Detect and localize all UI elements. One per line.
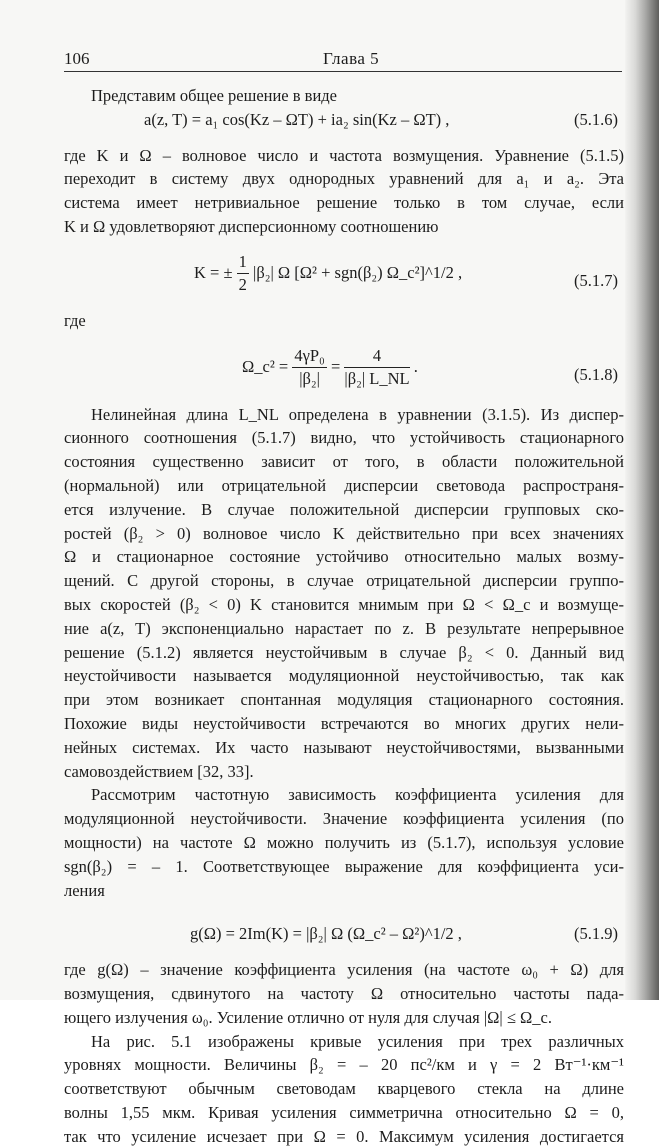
equation-number: (5.1.9)	[574, 924, 618, 944]
equation-formula: a(z, T) = a₁ cos(Kz – ΩT) + ia₂ sin(Kz – ΩT) ,	[144, 109, 450, 129]
equation-lhs: Ω_c² =	[242, 357, 289, 377]
text-line: переходит в систему двух однородных уравнений для a₁ и a₂. Эта	[64, 169, 624, 189]
text-line: возмущения, сдвинутого на частоту Ω относительно частоты пада-	[64, 983, 624, 1003]
text-line: sgn(β₂) = – 1. Соответствующее выражение для коэффициента уси-	[64, 856, 624, 876]
text-line: ления	[64, 880, 105, 900]
text-line: при этом возникает спонтанная модуляция стационарного состояния.	[64, 690, 624, 710]
chapter-title: Глава 5	[323, 49, 380, 68]
equation-formula: g(Ω) = 2Im(K) = |β₂| Ω (Ω_c² – Ω²)^1/2 ,	[190, 924, 462, 944]
text-line: Нелинейная длина L_NL определена в уравнении (3.1.5). Из диспер-	[91, 404, 624, 424]
equation-5-1-7	[64, 251, 624, 309]
text-line: мощности) на частоте Ω можно получить из (5.1.7), используя условие	[64, 832, 624, 852]
equation-5-1-8: Ω_c² = $\frac{\text{4γP₀}}{\text{|β₂|}}$ = $\frac{4}{\text{|β₂| L\_NL}}$ . (5.1.8)	[242, 345, 618, 388]
text-line: Представим общее решение в виде	[91, 86, 338, 105]
text-line: На рис. 5.1 изображены кривые усиления при трех различных	[91, 1031, 624, 1051]
text-line: так что усиление исчезает при Ω = 0. Максимум усиления достигается	[64, 1126, 624, 1146]
equation-number: (5.1.8)	[574, 364, 618, 384]
text-line: ющего излучения ω₀. Усиление отлично от нуля для случая |Ω| ≤ Ω_c.	[64, 1007, 552, 1027]
text-line: ростей (β₂ > 0) волновое число K действительно при всех значениях	[64, 523, 624, 543]
text-line: уровнях мощности. Величины β₂ = – 20 пс²/км и γ = 2 Вт⁻¹·км⁻¹	[64, 1055, 624, 1075]
equation-rhs: |β₂| Ω [Ω² + sgn(β₂) Ω_c²]^1/2 ,	[253, 263, 463, 283]
equation-5-1-9	[64, 922, 624, 946]
text-line: ется излучение. В случае положительной дисперсии групповых ско-	[64, 499, 624, 519]
text-line: нейных системах. Их часто называют неустойчивостями, вызванными	[64, 737, 624, 757]
text-line: модуляционной неустойчивости. Значение коэффициента усиления (по	[64, 809, 624, 829]
equation-5-1-6	[64, 108, 624, 132]
text-line: где g(Ω) – значение коэффициента усиления (на частоте ω₀ + Ω) для	[64, 960, 624, 980]
text-line: неустойчивости называется модуляционной неустойчивостью, так как	[64, 666, 624, 686]
equation-number: (5.1.7)	[574, 270, 618, 290]
fraction: $\frac{\text{4γP₀}}{\text{|β₂|}}$	[294, 345, 325, 388]
text-line: (нормальной) или отрицательной дисперсии световода распространя-	[64, 475, 624, 495]
text-line: состояния существенно зависит от того, в области положительной	[64, 452, 624, 472]
fraction: $\frac{4}{\text{|β₂| L\_NL}}$	[344, 345, 410, 388]
equation-number: (5.1.6)	[574, 109, 618, 129]
text-line: вых скоростей (β₂ < 0) K становится мнимым при Ω < Ω_c и возмуще-	[64, 594, 624, 614]
text-line: Похожие виды неустойчивости встречаются во многих других нели-	[64, 713, 624, 733]
text-line: где K и Ω – волновое число и частота возмущения. Уравнение (5.1.5)	[64, 145, 624, 165]
text-line: Ω и стационарное состояние устойчиво относительно малых возму-	[64, 547, 624, 567]
text-line: сионного соотношения (5.1.7) видно, что устойчивость стационарного	[64, 428, 624, 448]
text-line: ние a(z, T) экспоненциально нарастает по z. В результате непрерывное	[64, 618, 624, 638]
page-number: 106	[64, 49, 90, 68]
body-text	[64, 84, 624, 1148]
header-rule	[64, 71, 622, 72]
text-line: самовоздействием [32, 33].	[64, 761, 254, 781]
text-line: K и Ω удовлетворяют дисперсионному соотношению	[64, 216, 439, 236]
fraction: $\frac{1}{2}$	[238, 251, 247, 294]
book-spine-shadow	[625, 0, 659, 1000]
text-line: решение (5.1.2) является неустойчивым в случае β₂ < 0. Данный вид	[64, 642, 624, 662]
text-line: Рассмотрим частотную зависимость коэффициента усиления для	[91, 785, 624, 805]
text-line: щений. С другой стороны, в случае отрицательной дисперсии группо-	[64, 571, 624, 591]
running-header	[64, 46, 624, 70]
equation-lhs: K = ±	[194, 263, 233, 283]
text-line: система имеет нетривиальное решение только в том случае, если	[64, 193, 624, 213]
text-line: соответствуют обычным световодам кварцевого стекла на длине	[64, 1079, 624, 1099]
text-line: где	[64, 310, 86, 330]
text-line: волны 1,55 мкм. Кривая усиления симметрична относительно Ω = 0,	[64, 1102, 624, 1122]
